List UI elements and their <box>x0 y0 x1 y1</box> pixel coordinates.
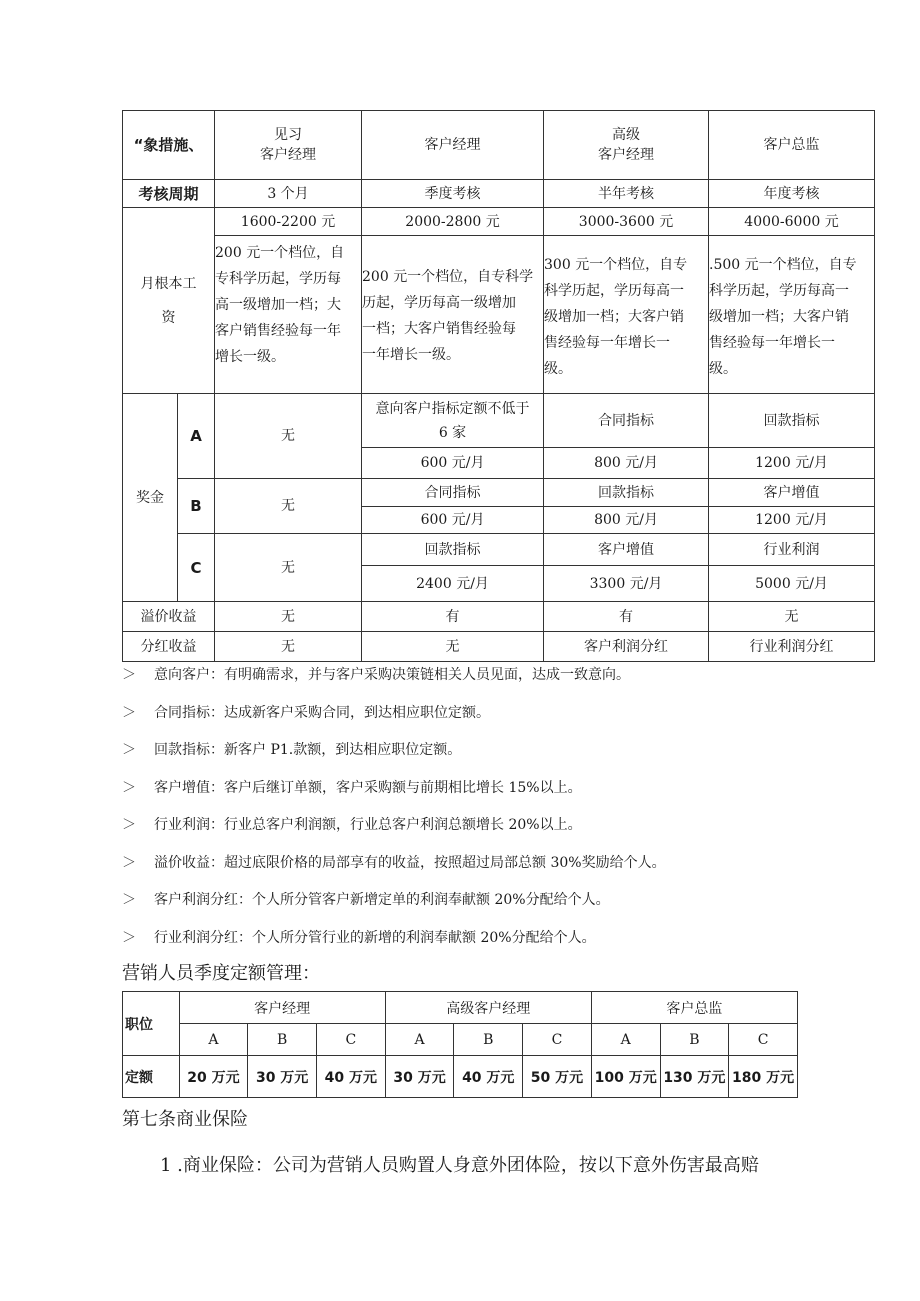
quota-table <box>122 991 798 1098</box>
quota-grade: C <box>316 1024 385 1056</box>
header-row <box>123 111 875 180</box>
chevron-right-icon: ＞ <box>122 704 136 721</box>
premium-value: 无 <box>215 602 362 632</box>
list-item <box>122 735 882 773</box>
bonus-target: 合同指标 <box>544 394 709 448</box>
chevron-right-icon: ＞ <box>122 742 136 758</box>
list-item-text: 溢价收益：超过底限价格的局部享有的收益，按照超过局部总额 30%奖励给个人。 <box>154 854 666 871</box>
premium-label: 溢价收益 <box>123 602 215 632</box>
quota-value: 40 万元 <box>316 1056 385 1098</box>
quota-grade: B <box>454 1024 523 1056</box>
list-item <box>122 773 882 811</box>
quota-value-row <box>123 1056 798 1098</box>
bonus-a-target-row <box>123 394 875 448</box>
bonus-none: 无 <box>215 394 362 479</box>
header-senior-manager: 高级 客户经理 <box>544 111 709 180</box>
list-item-text: 回款指标：新客户 P1.款额，到达相应职位定额。 <box>154 742 462 758</box>
quota-section-heading: 营销人员季度定额管理： <box>122 963 320 984</box>
salary-desc: .500 元一个档位，自专 科学历起，学历每高一 级增加一档；大客户销 售经验每一年增长一 级。 <box>709 236 875 394</box>
quota-grade: B <box>660 1024 729 1056</box>
bonus-none: 无 <box>215 479 362 534</box>
chevron-right-icon: ＞ <box>122 929 136 946</box>
quota-group-header: 客户经理 <box>179 992 385 1024</box>
list-item-text: 客户增值：客户后继订单额，客户采购额与前期相比增长 15%以上。 <box>154 779 582 796</box>
period-value: 3 个月 <box>215 180 362 208</box>
quota-value: 30 万元 <box>248 1056 317 1098</box>
list-item-text: 合同指标：达成新客户采购合同，到达相应职位定额。 <box>154 704 490 721</box>
header-account-director: 客户总监 <box>709 111 875 180</box>
dividend-value: 客户利润分红 <box>544 632 709 662</box>
bonus-amount: 600 元/月 <box>362 448 544 479</box>
period-value: 季度考核 <box>362 180 544 208</box>
dividend-value: 无 <box>215 632 362 662</box>
bonus-b-target-row <box>123 479 875 507</box>
chevron-right-icon: ＞ <box>122 779 136 796</box>
salary-range: 2000-2800 元 <box>362 208 544 236</box>
quota-grade: A <box>591 1024 660 1056</box>
quota-value: 20 万元 <box>179 1056 248 1098</box>
dividend-row <box>123 632 875 662</box>
bonus-target: 行业利润 <box>709 534 875 566</box>
bonus-amount: 1200 元/月 <box>709 448 875 479</box>
salary-desc: 300 元一个档位，自专 科学历起，学历每高一 级增加一档；大客户销 售经验每一年增长一 级。 <box>544 236 709 394</box>
period-label: 考核周期 <box>123 180 215 208</box>
quota-value: 50 万元 <box>523 1056 592 1098</box>
position-label: 职位 <box>123 992 180 1056</box>
quota-value: 130 万元 <box>660 1056 729 1098</box>
bonus-amount: 3300 元/月 <box>544 566 709 602</box>
quota-group-header: 高级客户经理 <box>385 992 591 1024</box>
quota-grade-row <box>123 1024 798 1056</box>
bonus-none: 无 <box>215 534 362 602</box>
bonus-target: 合同指标 <box>362 479 544 507</box>
bonus-amount: 1200 元/月 <box>709 507 875 534</box>
quota-value: 30 万元 <box>385 1056 454 1098</box>
quota-value: 100 万元 <box>591 1056 660 1098</box>
article-heading: 第七条商业保险 <box>122 1109 248 1130</box>
premium-value: 有 <box>362 602 544 632</box>
quota-grade: A <box>179 1024 248 1056</box>
grade-a: A <box>178 394 215 479</box>
quota-label: 定额 <box>123 1056 180 1098</box>
header-account-manager: 客户经理 <box>362 111 544 180</box>
salary-range-row <box>123 208 875 236</box>
chevron-right-icon: ＞ <box>122 854 136 871</box>
salary-desc: 200 元一个档位，自 专科学历起，学历每 高一级增加一档；大 客户销售经验每一年 增长一级。 <box>215 236 362 394</box>
bonus-c-target-row <box>123 534 875 566</box>
quota-group-header: 客户总监 <box>591 992 797 1024</box>
bonus-amount: 2400 元/月 <box>362 566 544 602</box>
dividend-value: 行业利润分红 <box>709 632 875 662</box>
quota-grade: A <box>385 1024 454 1056</box>
salary-desc-row <box>123 236 875 394</box>
grade-c: C <box>178 534 215 602</box>
list-item-text: 客户利润分红：个人所分管客户新增定单的利润奉献额 20%分配给个人。 <box>154 892 610 908</box>
period-value: 年度考核 <box>709 180 875 208</box>
period-value: 半年考核 <box>544 180 709 208</box>
list-item-text: 意向客户：有明确需求，并与客户采购决策链相关人员见面，达成一致意向。 <box>154 667 630 683</box>
premium-row <box>123 602 875 632</box>
bonus-target: 回款指标 <box>709 394 875 448</box>
list-item <box>122 660 882 698</box>
bonus-label: 奖金 <box>123 394 178 602</box>
bonus-amount: 800 元/月 <box>544 448 709 479</box>
quota-grade: C <box>523 1024 592 1056</box>
quota-grade: C <box>729 1024 798 1056</box>
corner-header: “象措施、 <box>123 111 215 180</box>
bonus-target: 回款指标 <box>544 479 709 507</box>
quota-grade: B <box>248 1024 317 1056</box>
bonus-target: 回款指标 <box>362 534 544 566</box>
dividend-value: 无 <box>362 632 544 662</box>
quota-group-row <box>123 992 798 1024</box>
salary-range: 3000-3600 元 <box>544 208 709 236</box>
compensation-table <box>122 110 875 662</box>
header-trainee-manager: 见习 客户经理 <box>215 111 362 180</box>
salary-range: 4000-6000 元 <box>709 208 875 236</box>
bonus-target: 客户增值 <box>544 534 709 566</box>
list-item <box>122 885 882 923</box>
bonus-amount: 800 元/月 <box>544 507 709 534</box>
bonus-target: 意向客户指标定额不低于 6 家 <box>362 394 544 448</box>
chevron-right-icon: ＞ <box>122 667 136 683</box>
bonus-amount: 5000 元/月 <box>709 566 875 602</box>
salary-desc: 200 元一个档位，自专科学 历起，学历每高一级增加 一档；大客户销售经验每 一年增长一级。 <box>362 236 544 394</box>
quota-value: 180 万元 <box>729 1056 798 1098</box>
list-item <box>122 923 882 961</box>
period-row <box>123 180 875 208</box>
salary-label: 月根本工 资 <box>123 208 215 394</box>
bonus-amount: 600 元/月 <box>362 507 544 534</box>
chevron-right-icon: ＞ <box>122 817 136 833</box>
list-item-text: 行业利润分红：个人所分管行业的新增的利润奉献额 20%分配给个人。 <box>154 929 596 946</box>
dividend-label: 分红收益 <box>123 632 215 662</box>
list-item-text: 行业利润：行业总客户利润额，行业总客户利润总额增长 20%以上。 <box>154 817 582 833</box>
premium-value: 无 <box>709 602 875 632</box>
insurance-paragraph: 1 .商业保险：公司为营销人员购置人身意外团体险，按以下意外伤害最高赔 <box>160 1155 759 1176</box>
list-item <box>122 698 882 736</box>
bonus-target: 客户增值 <box>709 479 875 507</box>
chevron-right-icon: ＞ <box>122 892 136 908</box>
list-item <box>122 810 882 848</box>
grade-b: B <box>178 479 215 534</box>
definitions-list <box>122 660 882 960</box>
salary-range: 1600-2200 元 <box>215 208 362 236</box>
list-item <box>122 848 882 886</box>
premium-value: 有 <box>544 602 709 632</box>
quota-value: 40 万元 <box>454 1056 523 1098</box>
